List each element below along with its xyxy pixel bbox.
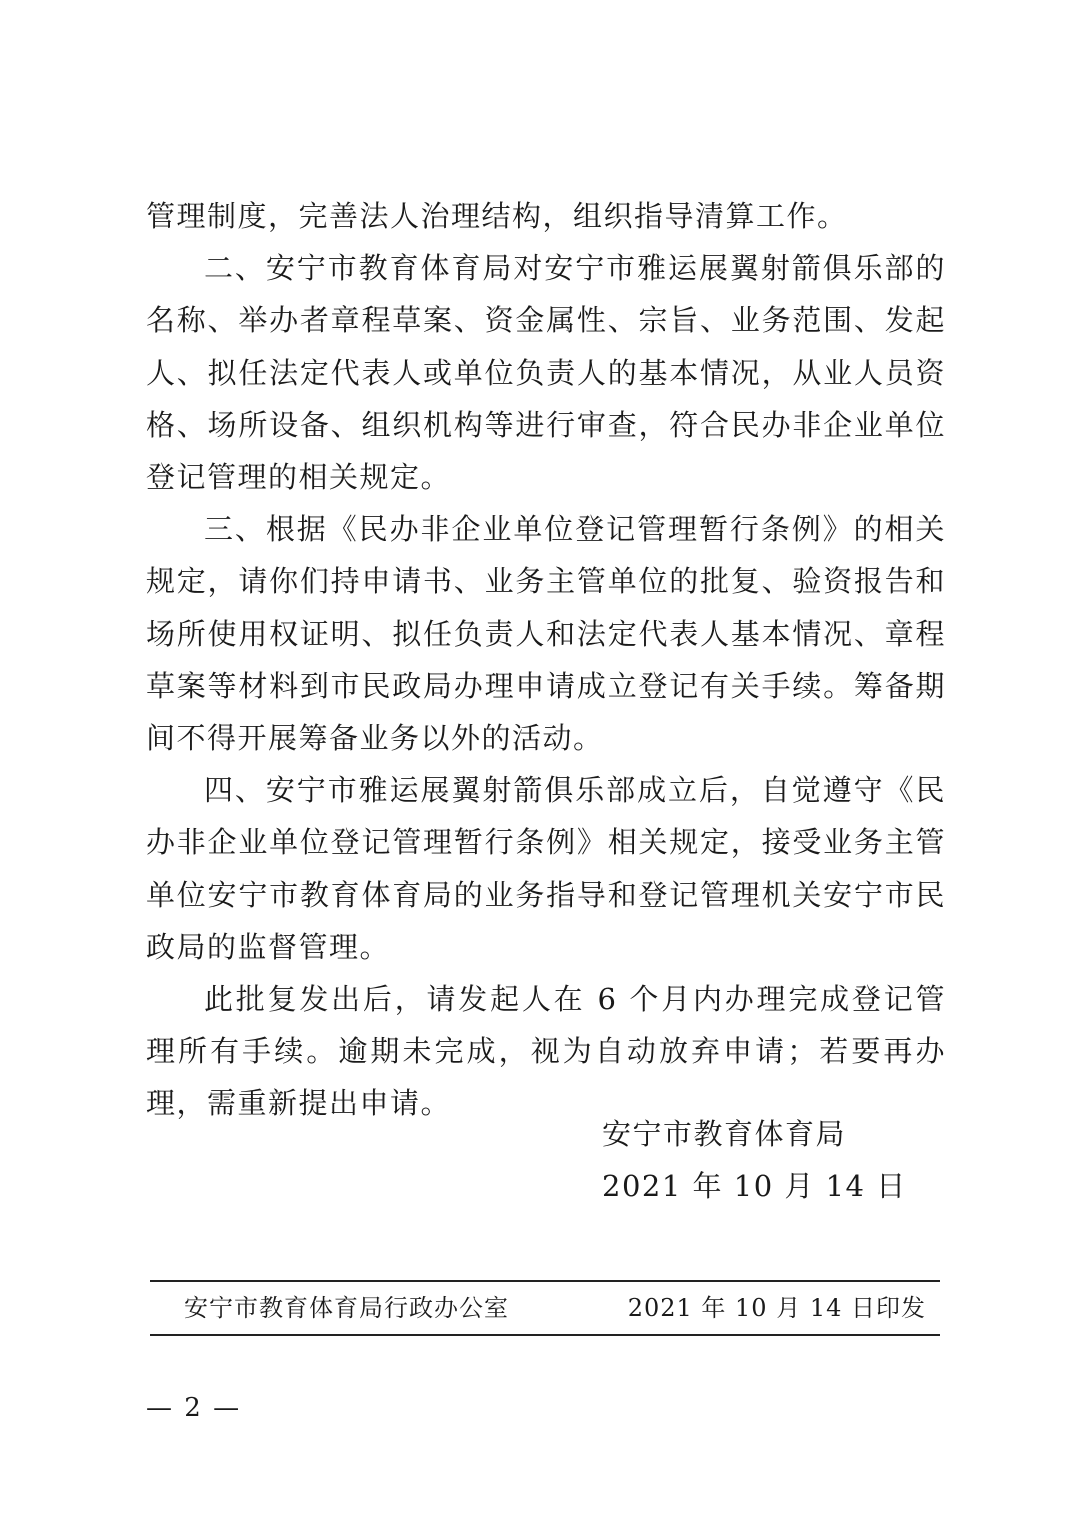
issue-date: 2021 年 10 月 14 日 [602, 1169, 907, 1203]
paragraph-5: 此批复发出后，请发起人在 6 个月内办理完成登记管理所有手续。逾期未完成，视为自动放弃申请；若要再办理，需重新提出申请。 [146, 982, 946, 1121]
document-body [146, 190, 946, 1130]
print-footer [150, 1280, 940, 1336]
issuing-organization: 安宁市教育体育局 [602, 1117, 847, 1151]
paragraph-2: 二、安宁市教育体育局对安宁市雅运展翼射箭俱乐部的名称、举办者章程草案、资金属性、宗旨、业务范围、发起人、拟任法定代表人或单位负责人的基本情况，从业人员资格、场所设备、组织机构等进行审查，符合民办非企业单位登记管理的相关规定。 [146, 251, 946, 495]
paragraph-4: 四、安宁市雅运展翼射箭俱乐部成立后，自觉遵守《民办非企业单位登记管理暂行条例》相关规定，接受业务主管单位安宁市教育体育局的业务指导和登记管理机关安宁市民政局的监督管理。 [146, 773, 946, 964]
footer-print-date: 2021 年 10 月 14 日印发 [627, 1294, 926, 1322]
footer-office: 安宁市教育体育局行政办公室 [184, 1294, 509, 1322]
signature-block [602, 1108, 907, 1212]
paragraph-1: 管理制度，完善法人治理结构，组织指导清算工作。 [146, 199, 848, 233]
paragraph-3: 三、根据《民办非企业单位登记管理暂行条例》的相关规定，请你们持申请书、业务主管单位的批复、验资报告和场所使用权证明、拟任负责人和法定代表人基本情况、章程草案等材料到市民政局办理申请成立登记有关手续。筹备期间不得开展筹备业务以外的活动。 [146, 512, 946, 756]
page-number: — 2 — [146, 1393, 242, 1423]
